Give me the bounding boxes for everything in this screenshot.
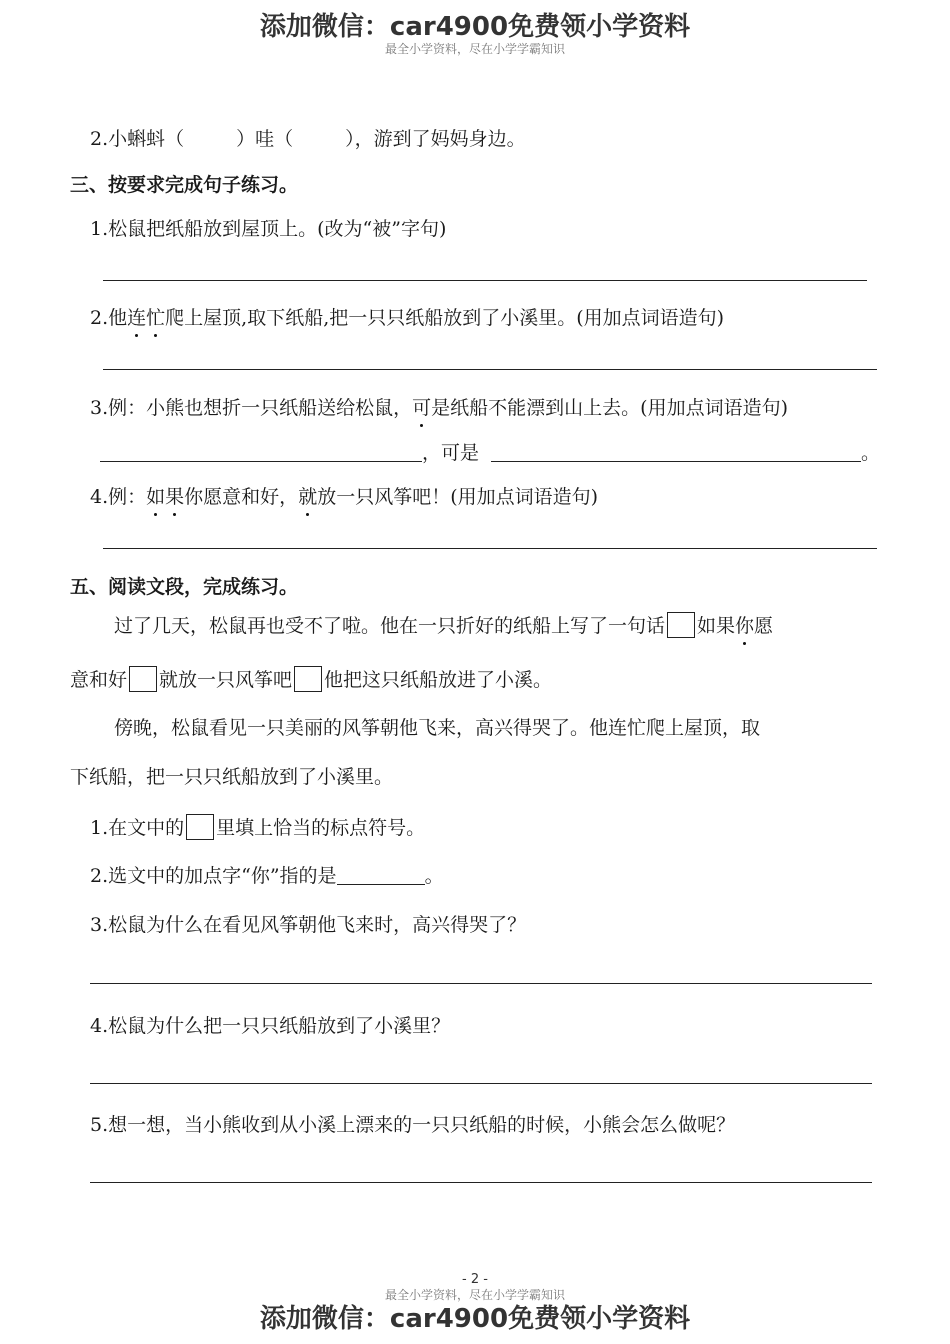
s5-q1: 1.在文中的 里填上恰当的标点符号。 xyxy=(90,813,425,840)
s3-item2: 2.他连忙爬上屋顶,取下纸船,把一只只纸船放到了小溪里。(用加点词语造句) xyxy=(90,303,724,330)
answer-line[interactable] xyxy=(103,280,867,281)
section5-title: 五、阅读文段，完成练习。 xyxy=(70,576,299,598)
answer-line[interactable] xyxy=(90,1083,872,1084)
s5-q5: 5.想一想，当小熊收到从小溪上漂来的一只只纸船的时候，小熊会怎么做呢？ xyxy=(90,1114,736,1136)
punctuation-box[interactable] xyxy=(294,666,322,692)
answer-line[interactable] xyxy=(90,1182,872,1183)
section3-title: 三、按要求完成句子练习。 xyxy=(70,174,299,196)
punctuation-box[interactable] xyxy=(129,666,157,692)
s3-item1: 1.松鼠把纸船放到屋顶上。(改为“被”字句) xyxy=(90,218,447,240)
punctuation-box-sample xyxy=(186,814,214,840)
watermark-top-faint: 最全小学资料，尽在小学学霸知识 xyxy=(384,42,565,56)
s3-item3-fill: ，可是 。 xyxy=(100,438,880,465)
fill-blank-1[interactable] xyxy=(100,443,422,462)
watermark-top: 添加微信：car4900免费领小学资料 xyxy=(259,12,691,42)
punctuation-box[interactable] xyxy=(667,612,695,638)
answer-line[interactable] xyxy=(103,548,877,549)
page-number: - 2 - xyxy=(462,1272,488,1287)
passage-line-1: 过了几天，松鼠再也受不了啦。他在一只折好的纸船上写了一句话 如果你愿 xyxy=(114,611,773,638)
passage-line-4: 下纸船，把一只只纸船放到了小溪里。 xyxy=(70,766,394,788)
s5-q3: 3.松鼠为什么在看见风筝朝他飞来时，高兴得哭了？ xyxy=(90,914,527,936)
passage-line-2: 意和好 就放一只风筝吧 他把这只纸船放进了小溪。 xyxy=(70,665,552,692)
s5-q2: 2.选文中的加点字“你”指的是 。 xyxy=(90,865,444,887)
answer-line[interactable] xyxy=(103,369,877,370)
watermark-bottom: 添加微信：car4900免费领小学资料 xyxy=(259,1304,691,1334)
answer-line[interactable] xyxy=(90,983,872,984)
passage-line-3: 傍晚，松鼠看见一只美丽的风筝朝他飞来，高兴得哭了。他连忙爬上屋顶，取 xyxy=(114,717,761,739)
s5-q4: 4.松鼠为什么把一只只纸船放到了小溪里？ xyxy=(90,1015,451,1037)
q2-line: 2.小蝌蚪（ ）哇（ ），游到了妈妈身边。 xyxy=(90,128,526,150)
fill-blank-2[interactable] xyxy=(491,443,861,462)
s3-item3: 3.例：小熊也想折一只纸船送给松鼠，可是纸船不能漂到山上去。(用加点词语造句) xyxy=(90,393,788,420)
s3-item4: 4.例：如果你愿意和好，就放一只风筝吧！(用加点词语造句) xyxy=(90,482,598,509)
fill-blank-3[interactable] xyxy=(337,866,425,885)
watermark-bottom-faint: 最全小学资料，尽在小学学霸知识 xyxy=(384,1288,565,1302)
